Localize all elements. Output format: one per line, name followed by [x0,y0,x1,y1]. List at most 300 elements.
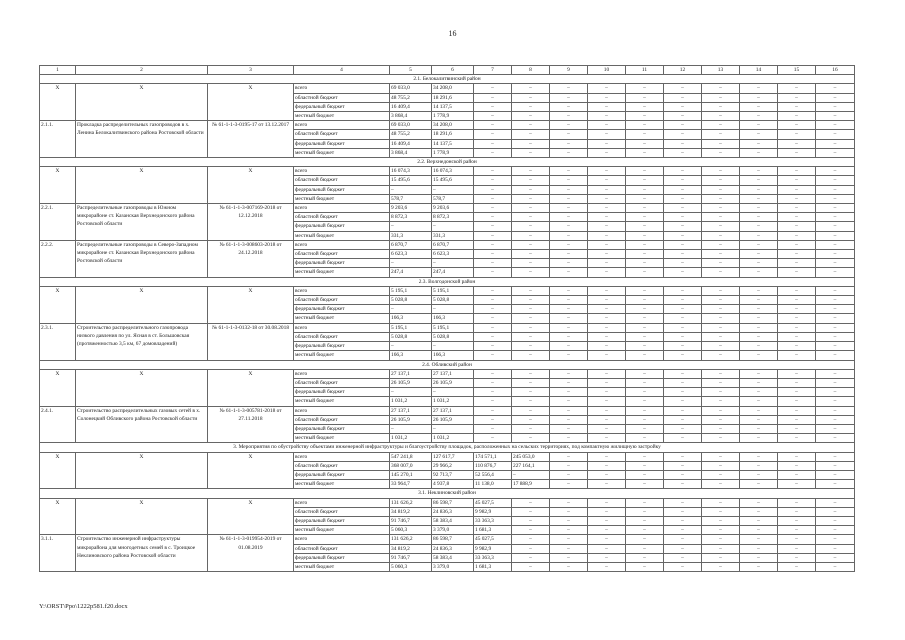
value-col-14: – [740,498,778,507]
table-row [40,498,855,507]
value-col-8: 245 053,0 [512,452,550,461]
funding-source: областной бюджет [294,130,390,139]
expertise-doc: X [208,286,294,323]
value-col-16: – [816,516,855,525]
value-col-15: – [778,424,816,433]
value-col-8: – [512,562,550,571]
value-col-8: – [512,148,550,157]
value-col-8: – [512,507,550,516]
value-col-9: – [550,470,588,479]
value-col-7: – [474,378,512,387]
value-col-16: – [816,102,855,111]
value-col-7: – [474,268,512,277]
value-col-8: – [512,498,550,507]
value-col-14: – [740,93,778,102]
section-row [40,158,855,167]
funding-source: областной бюджет [294,213,390,222]
value-total: 131 626,2 [390,535,432,544]
column-header: 7 [474,66,512,75]
value-col-9: – [550,194,588,203]
value-col-13: – [702,130,740,139]
value-col-8: – [512,526,550,535]
value-col-16: – [816,204,855,213]
funding-source: местный бюджет [294,562,390,571]
value-col-7: – [474,102,512,111]
value-col-8: – [512,213,550,222]
value-col-11: – [626,102,664,111]
value-col-13: – [702,498,740,507]
value-col-10: – [588,102,626,111]
value-col-12: – [664,498,702,507]
value-col-7: – [474,388,512,397]
value-col-15: – [778,231,816,240]
column-header: 2 [76,66,208,75]
value-col-8: – [512,231,550,240]
value-col-14: – [740,231,778,240]
value-col-11: – [626,332,664,341]
value-col-16: – [816,406,855,415]
value-col-14: – [740,148,778,157]
section-title: 3.1. Неклиновский район [40,489,855,498]
value-col-8: – [512,112,550,121]
column-header: 15 [778,66,816,75]
value-col-8: – [512,102,550,111]
funding-source: федеральный бюджет [294,185,390,194]
value-col-7: – [474,130,512,139]
value-col-13: – [702,305,740,314]
section-row [40,75,855,84]
value-col-7: – [474,121,512,130]
value-col-13: – [702,286,740,295]
value-col-14: – [740,305,778,314]
value-col-7: 174 571,1 [474,452,512,461]
item-number: 2.2.2. [40,240,76,277]
value-col-12: – [664,167,702,176]
value-col-6: – [432,388,474,397]
value-col-7: – [474,286,512,295]
value-col-6: 8 872,3 [432,213,474,222]
value-col-13: – [702,323,740,332]
value-col-10: – [588,167,626,176]
value-total: 8 872,3 [390,213,432,222]
value-col-10: – [588,397,626,406]
value-col-15: – [778,296,816,305]
funding-source: всего [294,498,390,507]
value-col-6: 26 105,9 [432,378,474,387]
value-col-16: – [816,369,855,378]
item-number: 2.2.1. [40,204,76,241]
funding-source: федеральный бюджет [294,470,390,479]
value-col-16: – [816,397,855,406]
budget-table [39,65,855,572]
column-header: 11 [626,66,664,75]
value-col-12: – [664,314,702,323]
value-col-11: – [626,323,664,332]
value-col-14: – [740,213,778,222]
value-col-10: – [588,424,626,433]
value-col-10: – [588,213,626,222]
value-col-15: – [778,406,816,415]
value-col-12: – [664,369,702,378]
item-number: X [40,167,76,204]
value-col-13: – [702,406,740,415]
value-col-12: – [664,296,702,305]
value-col-9: – [550,314,588,323]
value-col-16: – [816,84,855,93]
value-col-13: – [702,204,740,213]
value-col-13: – [702,176,740,185]
value-col-10: – [588,286,626,295]
item-name: X [76,452,208,489]
value-total: 16 409,4 [390,139,432,148]
value-col-7: – [474,231,512,240]
value-col-6: 86 598,7 [432,535,474,544]
value-col-13: – [702,461,740,470]
value-col-16: – [816,562,855,571]
value-col-16: – [816,112,855,121]
funding-source: областной бюджет [294,296,390,305]
value-total: 26 105,9 [390,378,432,387]
value-total: 9 203,6 [390,204,432,213]
value-col-9: – [550,424,588,433]
value-col-8: – [512,93,550,102]
page-number: 16 [448,29,457,38]
value-col-8: – [512,296,550,305]
value-total: 131 626,2 [390,498,432,507]
value-total: 331,3 [390,231,432,240]
value-col-16: – [816,240,855,249]
value-col-8: – [512,222,550,231]
value-col-9: – [550,222,588,231]
value-col-11: – [626,148,664,157]
value-total: – [390,342,432,351]
column-header: 9 [550,66,588,75]
value-col-10: – [588,562,626,571]
value-col-13: – [702,314,740,323]
value-col-13: – [702,185,740,194]
value-col-12: – [664,480,702,489]
value-col-8: – [512,268,550,277]
funding-source: всего [294,121,390,130]
value-col-7: – [474,112,512,121]
value-col-8: – [512,314,550,323]
value-col-14: – [740,378,778,387]
value-col-13: – [702,296,740,305]
value-col-9: – [550,93,588,102]
value-col-12: – [664,176,702,185]
value-col-10: – [588,139,626,148]
item-number: X [40,369,76,406]
value-col-10: – [588,388,626,397]
value-col-7: 45 027,5 [474,535,512,544]
value-col-11: – [626,498,664,507]
value-col-11: – [626,259,664,268]
value-col-10: – [588,250,626,259]
value-col-7: – [474,259,512,268]
value-col-15: – [778,544,816,553]
funding-source: местный бюджет [294,397,390,406]
section-title: 2.4. Обливский район [40,360,855,369]
funding-source: всего [294,286,390,295]
value-col-6: 247,4 [432,268,474,277]
value-col-16: – [816,213,855,222]
funding-source: федеральный бюджет [294,139,390,148]
funding-source: областной бюджет [294,93,390,102]
value-col-8: – [512,250,550,259]
value-total: 69 033,0 [390,84,432,93]
value-col-9: – [550,507,588,516]
funding-source: областной бюджет [294,415,390,424]
value-col-15: – [778,240,816,249]
value-col-14: – [740,369,778,378]
value-col-15: – [778,397,816,406]
value-col-6: 58 383,4 [432,516,474,525]
value-col-9: – [550,176,588,185]
value-col-6: 1 031,2 [432,397,474,406]
expertise-doc: № 61-1-1-3-005781-2018 от 27.11.2018 [208,406,294,443]
item-number: X [40,286,76,323]
value-col-13: – [702,112,740,121]
section-row [40,360,855,369]
value-col-6: 26 105,9 [432,415,474,424]
value-col-13: – [702,452,740,461]
value-col-8: 227 164,1 [512,461,550,470]
value-col-14: – [740,562,778,571]
value-col-14: – [740,286,778,295]
value-col-14: – [740,250,778,259]
section-row [40,277,855,286]
value-col-6: 14 137,5 [432,139,474,148]
value-col-16: – [816,139,855,148]
value-col-12: – [664,185,702,194]
value-col-10: – [588,332,626,341]
funding-source: областной бюджет [294,507,390,516]
value-col-16: – [816,305,855,314]
value-col-7: – [474,167,512,176]
value-col-15: – [778,378,816,387]
value-total: 5 060,3 [390,526,432,535]
value-col-11: – [626,351,664,360]
value-col-9: – [550,378,588,387]
value-total: 27 137,1 [390,369,432,378]
value-col-13: – [702,222,740,231]
value-col-15: – [778,176,816,185]
column-header: 8 [512,66,550,75]
value-col-11: – [626,406,664,415]
value-col-6: 15 495,6 [432,176,474,185]
value-col-6: 5 195,1 [432,286,474,295]
value-col-13: – [702,139,740,148]
value-col-10: – [588,406,626,415]
value-col-15: – [778,213,816,222]
item-number: 2.3.1. [40,323,76,360]
value-col-14: – [740,84,778,93]
value-col-9: – [550,259,588,268]
value-col-16: – [816,388,855,397]
value-col-11: – [626,139,664,148]
funding-source: всего [294,240,390,249]
value-col-15: – [778,526,816,535]
value-col-9: – [550,231,588,240]
value-col-14: – [740,406,778,415]
value-col-11: – [626,369,664,378]
value-col-10: – [588,93,626,102]
value-col-10: – [588,314,626,323]
value-col-8: – [512,286,550,295]
value-col-8: – [512,378,550,387]
value-total: 3 868,4 [390,112,432,121]
value-col-9: – [550,351,588,360]
value-col-15: – [778,314,816,323]
value-total: 5 060,3 [390,562,432,571]
value-col-13: – [702,102,740,111]
value-total: 6 623,3 [390,250,432,259]
value-col-8: – [512,434,550,443]
value-col-10: – [588,544,626,553]
value-total: 5 195,1 [390,286,432,295]
value-total: 5 028,8 [390,296,432,305]
value-col-12: – [664,112,702,121]
value-col-16: – [816,167,855,176]
expertise-doc: X [208,369,294,406]
funding-source: местный бюджет [294,148,390,157]
value-col-7: – [474,240,512,249]
value-col-13: – [702,388,740,397]
value-col-16: – [816,323,855,332]
value-col-11: – [626,553,664,562]
value-col-8: – [512,535,550,544]
value-total: 48 755,2 [390,130,432,139]
funding-source: местный бюджет [294,268,390,277]
value-col-8: – [512,305,550,314]
value-col-10: – [588,498,626,507]
value-total: 578,7 [390,194,432,203]
value-col-15: – [778,305,816,314]
value-col-7: – [474,139,512,148]
value-total: 1 031,2 [390,397,432,406]
value-col-16: – [816,452,855,461]
table-row [40,406,855,415]
value-col-6: 331,3 [432,231,474,240]
expertise-doc: X [208,452,294,489]
funding-source: всего [294,204,390,213]
value-total: 3 868,4 [390,148,432,157]
value-col-7: – [474,424,512,433]
value-col-9: – [550,516,588,525]
value-col-8: – [512,369,550,378]
funding-source: всего [294,167,390,176]
section-title: 2.3. Волгодонской район [40,277,855,286]
value-total: 34 819,2 [390,544,432,553]
value-col-16: – [816,526,855,535]
value-col-14: – [740,470,778,479]
value-total: – [390,388,432,397]
value-col-10: – [588,268,626,277]
value-col-10: – [588,259,626,268]
value-col-9: – [550,185,588,194]
value-col-8: 17 888,9 [512,480,550,489]
value-col-12: – [664,351,702,360]
value-col-8: – [512,470,550,479]
value-col-7: – [474,176,512,185]
value-col-12: – [664,342,702,351]
value-col-12: – [664,268,702,277]
value-total: 5 195,1 [390,323,432,332]
expertise-doc: № 61-1-1-3-008603-2018 от 24.12.2018 [208,240,294,277]
value-total: 16 409,4 [390,102,432,111]
section-row [40,443,855,452]
value-col-11: – [626,194,664,203]
value-col-11: – [626,93,664,102]
value-col-13: – [702,342,740,351]
value-col-13: – [702,535,740,544]
value-col-7: – [474,194,512,203]
value-col-11: – [626,388,664,397]
value-col-8: – [512,397,550,406]
value-col-12: – [664,102,702,111]
value-col-8: – [512,176,550,185]
table-row [40,204,855,213]
value-col-12: – [664,470,702,479]
funding-source: областной бюджет [294,176,390,185]
value-col-15: – [778,139,816,148]
value-col-7: 9 982,9 [474,507,512,516]
funding-source: областной бюджет [294,332,390,341]
value-col-12: – [664,222,702,231]
expertise-doc: № 61-1-1-3-0132-18 от 30.08.2018 [208,323,294,360]
value-col-10: – [588,378,626,387]
value-col-13: – [702,194,740,203]
funding-source: федеральный бюджет [294,342,390,351]
value-col-15: – [778,452,816,461]
value-col-13: – [702,562,740,571]
value-col-9: – [550,305,588,314]
value-col-11: – [626,415,664,424]
value-col-15: – [778,516,816,525]
value-col-14: – [740,332,778,341]
funding-source: федеральный бюджет [294,424,390,433]
value-col-11: – [626,461,664,470]
value-col-9: – [550,415,588,424]
item-name: X [76,286,208,323]
value-col-10: – [588,231,626,240]
value-col-14: – [740,112,778,121]
value-col-14: – [740,388,778,397]
value-col-14: – [740,507,778,516]
value-col-16: – [816,222,855,231]
value-col-13: – [702,415,740,424]
column-header: 5 [390,66,432,75]
value-col-14: – [740,185,778,194]
value-col-8: – [512,323,550,332]
value-col-6: 4 937,8 [432,480,474,489]
value-col-11: – [626,130,664,139]
funding-source: областной бюджет [294,378,390,387]
value-col-12: – [664,378,702,387]
value-col-8: – [512,185,550,194]
table-row [40,535,855,544]
value-col-14: – [740,139,778,148]
value-col-8: – [512,424,550,433]
column-header: 14 [740,66,778,75]
value-col-15: – [778,415,816,424]
value-col-15: – [778,323,816,332]
value-col-9: – [550,553,588,562]
funding-source: областной бюджет [294,544,390,553]
value-col-8: – [512,259,550,268]
value-col-12: – [664,204,702,213]
value-col-16: – [816,194,855,203]
